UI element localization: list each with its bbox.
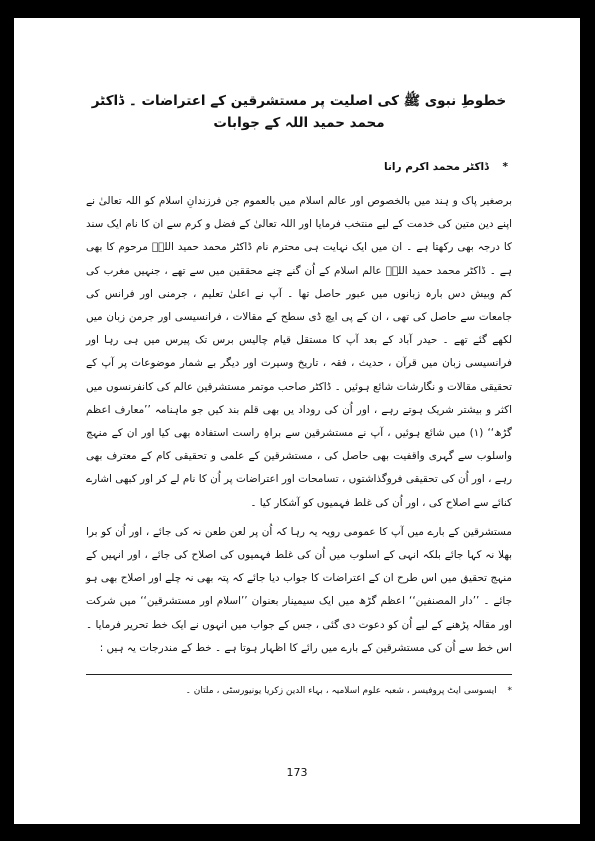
page-number: 173 xyxy=(286,766,308,779)
article-title: خطوطِ نبوی ﷺ کی اصلیت پر مستشرقین کے اعتراضات ۔ ڈاکٹر محمد حمید اللہ کے جوابات xyxy=(91,93,507,131)
paragraph-1: برصغیر پاک و ہند میں بالخصوص اور عالم اسلام میں بالعموم جن فرزندانِ اسلام کو اللہ تعالیٰ نے اپنے دین متین کی خدمت کے لیے منتخب فرمایا اور اللہ تعالیٰ کے فضل و کرم سے ان کا نام ایک سند کا درجہ بھی رکھتا ہے ۔ ان میں ایک نہایت ہی محترم نام ڈاکٹر محمد حمید اللہؒ مرحوم کا بھی ہے ۔ ڈاکٹر محمد حمید اللہؒ عالم اسلام کے اُن گنے چنے محققین میں سے تھے ، جنہیں مغرب کی کم وبیش دس بارہ زبانوں میں عبور حاصل تھا ۔ آپ نے اعلیٰ تعلیم ، جرمنی اور فرانس کی جامعات سے حاصل کی تھی ، ان کے پی ایچ ڈی سطح کے مقالات ، فرانسیسی اور جرمن زبان میں لکھے گئے تھے ۔ حیدر آباد کے بعد آپ کا مستقل قیام چالیس برس تک پیرس میں ہی رہا اور فرانسیسی زبان میں قرآن ، حدیث ، فقہ ، تاریخ وسیرت اور دیگر بے شمار موضوعات پر آپ کے تحقیقی مقالات و نگارشات شائع ہوئیں ۔ ڈاکٹر صاحب موتمر مستشرقین عالم کی کانفرنسوں میں اکثر و بیشتر شریک ہوتے رہے ، اور اُن کی روداد یں بھی قلم بند کیں جو ماہنامہ ’’معارف اعظم گڑھ‘‘ (۱) میں شائع ہوئیں ، آپ نے مستشرقین سے براہِ راست استفادہ بھی کیا اور ان کے منہج واسلوب سے گہری واقفیت بھی حاصل کی ، مستشرقین کے علمی و تحقیقی کام کے معترف بھی رہے ، اور اُن کی تحقیقی فروگذاشتوں ، تسامحات اور اعتراضات پر اُن کا نام لے کر اور کبھی اشارے کنائے سے اصلاح کی ، اور اُن کی غلط فہمیوں کو آشکار کیا ۔ xyxy=(86,195,513,509)
paragraph-2: مستشرقین کے بارے میں آپ کا عمومی رویہ یہ رہا کہ اُن پر لعن طعن نہ کی جائے ، اور اُن کو برا بھلا نہ کہا جائے بلکہ انہی کے اسلوب میں اُن کی غلط فہمیوں کی اصلاح کی جائے ، اور انہیں کے منہج تحقیق میں اس طرح ان کے اعتراضات کا جواب دیا جائے کہ پتہ بھی نہ چلے اور اصلاح بھی ہو جائے ۔ ’’دار المصنفین‘‘ اعظم گڑھ میں ایک سیمینار بعنوان ’’اسلام اور مستشرقین‘‘ میں شرکت اور مقالہ پڑھنے کے لیے اُن کو دعوت دی گئی ، جس کے جواب میں انہوں نے ایک خط تحریر فرمایا ۔ اس خط سے اُن کی مستشرقین کے بارے میں رائے کا اظہار ہوتا ہے ۔ خط کے مندرجات یہ ہیں : xyxy=(86,525,512,654)
author-line xyxy=(86,158,512,176)
footnote-divider xyxy=(86,674,512,675)
author-footnote-marker: * xyxy=(502,161,508,173)
footnote xyxy=(86,683,512,699)
footnote-text: ایسوسی ایٹ پروفیسر ، شعبہ علوم اسلامیہ ، بہاء الدین زکریا یونیورسٹی ، ملتان ۔ xyxy=(185,686,497,697)
document-page xyxy=(14,18,580,824)
footnote-marker: * xyxy=(507,686,512,697)
page-content xyxy=(86,90,512,699)
author-name: ڈاکٹر محمد اکرم رانا xyxy=(384,161,489,173)
